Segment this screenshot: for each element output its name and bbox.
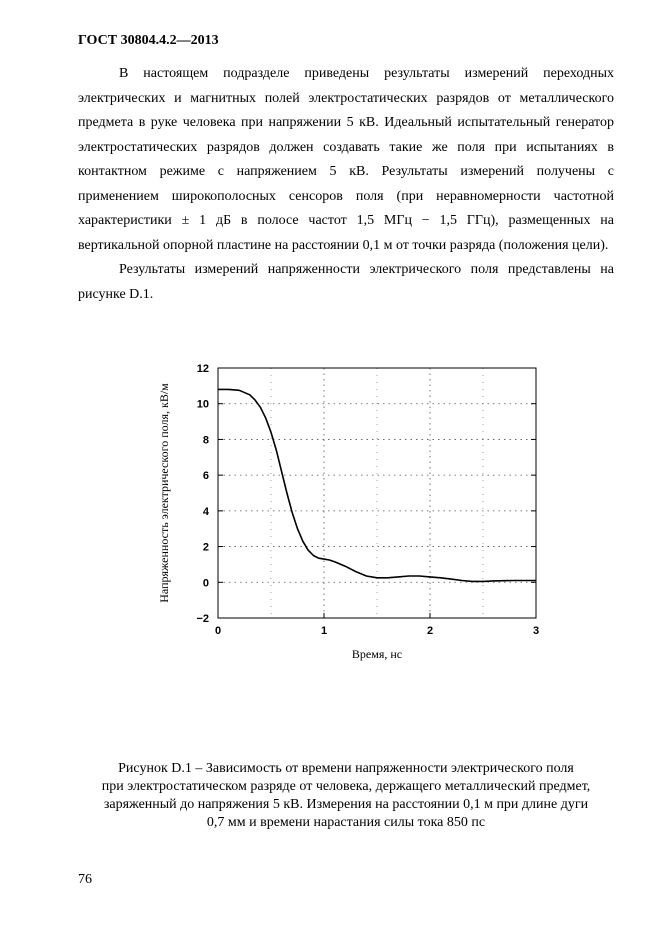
y-tick-label: −2 xyxy=(196,613,209,625)
figure-caption xyxy=(78,760,614,832)
chart-svg xyxy=(150,352,550,672)
y-tick-label: 10 xyxy=(196,398,209,411)
series-line xyxy=(218,389,536,581)
paragraph-intro: В настоящем подразделе приведены результаты измерений переходных электрических и магнитных полей электростатических разрядов от металлического предмета в руке человека при напряжении 5 кВ. Идеальный испытательный генератор электростатических разрядов должен создавать такие же поля при испытаниях в контактном режиме с напряжением 5 кВ. Результаты измерений получены с применением широкополосных сенсоров поля (при неравномерности частотной характеристики ± 1 дБ в полосе частот 1,5 МГц − 1,5 ГГц), размещенных на вертикальной опорной пластине на расстоянии 0,1 м от точки разряда (положения цели). xyxy=(78,66,614,253)
caption-line-2: при электростатическом разряде от человека, держащего металлический предмет, xyxy=(101,779,591,794)
caption-line-4: 0,7 мм и времени нарастания силы тока 850 пс xyxy=(206,815,486,830)
y-tick-label: 8 xyxy=(202,434,209,447)
y-tick-label: 12 xyxy=(196,363,209,375)
x-tick-label: 0 xyxy=(214,625,222,637)
y-tick-label: 4 xyxy=(202,505,209,518)
y-tick-label: 2 xyxy=(202,541,209,554)
body-text xyxy=(78,62,614,307)
page-number: 76 xyxy=(78,872,92,887)
paragraph-results-reference: Результаты измерений напряженности электрического поля представлены на рисунке D.1. xyxy=(78,262,614,302)
document-header: ГОСТ 30804.4.2—2013 xyxy=(78,33,219,48)
caption-line-1: Рисунок D.1 – Зависимость от времени напряженности электрического поля xyxy=(118,761,574,776)
x-axis-label: Время, нс xyxy=(351,647,403,661)
y-axis-label: Напряженность электрического поля, кВ/м xyxy=(157,383,171,603)
y-tick-label: 0 xyxy=(202,577,209,590)
x-tick-label: 3 xyxy=(532,625,540,637)
figure-d1-chart xyxy=(150,352,550,672)
x-tick-label: 1 xyxy=(320,625,328,637)
x-tick-label: 2 xyxy=(426,625,434,637)
y-tick-label: 6 xyxy=(202,470,209,483)
caption-line-3: заряженный до напряжения 5 кВ. Измерения на расстоянии 0,1 м при длине дуги xyxy=(103,797,589,812)
